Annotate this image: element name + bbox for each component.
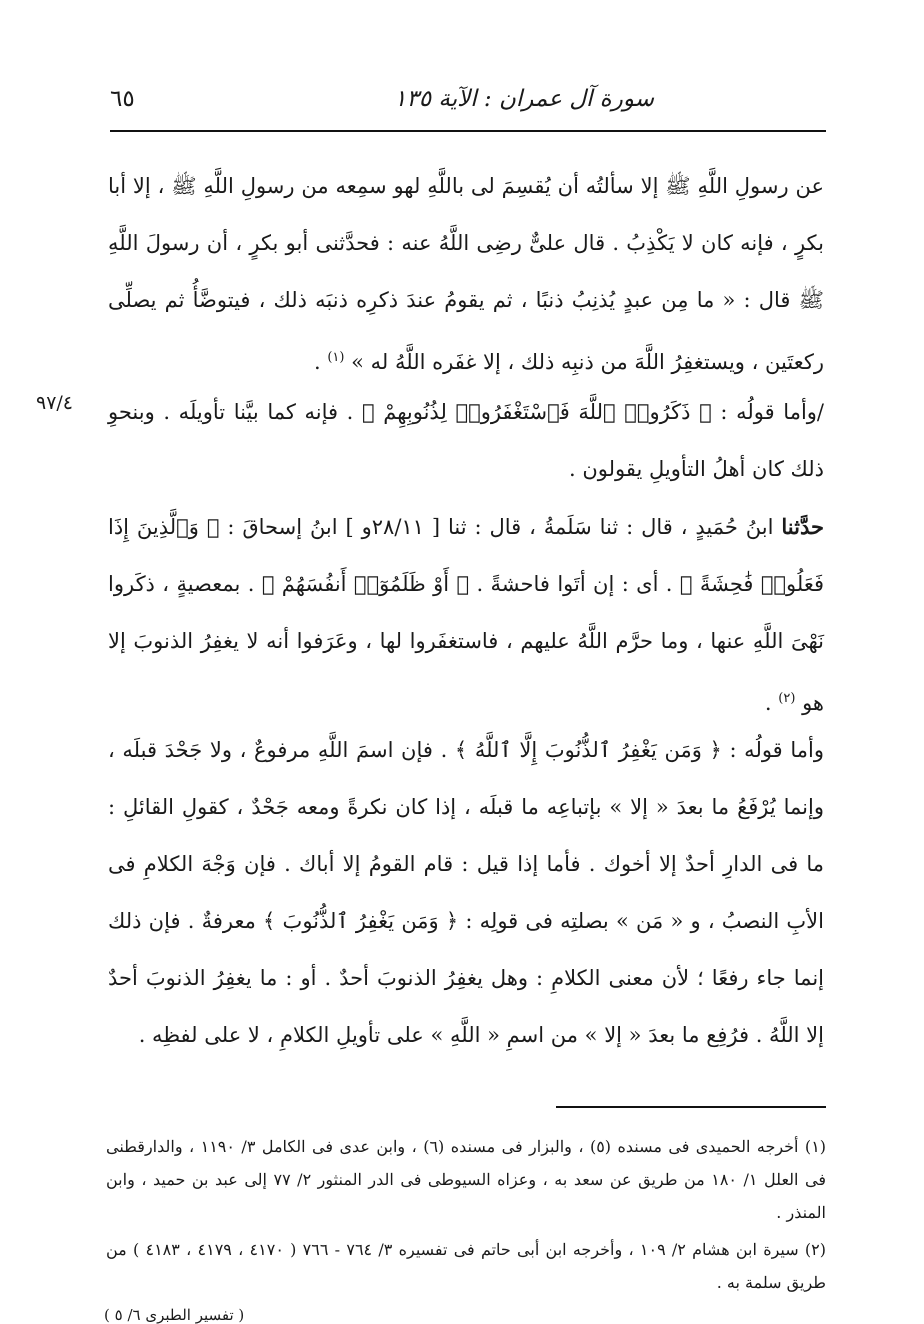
paragraph-2 [108, 384, 824, 498]
footnotes [106, 1130, 826, 1303]
page-header [110, 86, 824, 126]
page-number: ٦٥ [110, 86, 135, 112]
footnote-1: (١) أخرجه الحميدى فى مسنده (٥) ، والبزار فى مسنده (٦) ، وابن عدى فى الكامل ٣/ ١١٩٠ ، والدارقطنى فى العلل ١/ ١٨٠ من طريق عن سعد به ، وعزاه السيوطى فى الدر المنثور ٢/ ٧٧ إلى عبد بن حميد ، وابن المنذر . [106, 1137, 827, 1222]
paragraph-3-end: . [764, 691, 779, 715]
volume-signature: ( تفسير الطبرى ٦/ ٥ ) [104, 1306, 245, 1324]
running-title: سورة آل عمران : الآية ١٣٥ [393, 86, 654, 112]
footnote-marker-2: (٢) [778, 691, 796, 706]
footnote-marker-1: (١) [327, 350, 345, 365]
header-divider [110, 130, 826, 132]
paragraph-1-text: عن رسولِ اللَّهِ ﷺ إلا سألتُه أن يُقسِمَ لى باللَّهِ لهو سمِعه من رسولِ اللَّهِ ﷺ ، إلا أبا بكرٍ ، فإنه كان لا يَكْذِبُ . قال علىٌّ رضِى اللَّهُ عنه : فحدَّثنى أبو بكرٍ ، أن رسولَ اللَّهِ ﷺ قال : « ما مِن عبدٍ يُذنِبُ ذنبًا ، ثم يقومُ عندَ ذكرِه ذنبَه ذلك ، فيتوضَّأُ ثم يصلِّى ركعتَين ، ويستغفِرُ اللَّهَ من ذنبِه ذلك ، إلا غفَره اللَّهُ له » [108, 174, 824, 374]
isnad-lead-word: حدَّثنا [781, 514, 824, 539]
paragraph-3 [108, 498, 824, 732]
paragraph-3-text: ابنُ حُمَيدٍ ، قال : ثنا سَلَمةُ ، قال : ثنا [ ٢٨/١١و ] ابنُ إسحاقَ : ﴿ وَٱلَّذِينَ إِذَا فَعَلُوا۟ فَٰحِشَةً ﴾ . أى : إن أتَوا فاحشةً . ﴿ أَوْ ظَلَمُوٓا۟ أَنفُسَهُمْ ﴾ . بمعصيةٍ ، ذكَروا نَهْىَ اللَّهِ عنها ، وما حرَّم اللَّهُ عليهم ، فاستغفَروا لها ، وعَرَفوا أنه لا يغفِرُ الذنوبَ إلا هو [108, 515, 824, 715]
paragraph-4 [108, 722, 824, 1064]
paragraph-4-text: وأما قولُه : ﴿ وَمَن يَغْفِرُ ٱلذُّنُوبَ إِلَّا ٱللَّهُ ﴾ . فإن اسمَ اللَّهِ مرفوعٌ ، ولا جَحْدَ قبلَه ، وإنما يُرْفَعُ ما بعدَ « إلا » بإتباعِه ما قبلَه ، إذا كان نكرةً ومعه جَحْدٌ ، كقولِ القائلِ : ما فى الدارِ أحدٌ إلا أخوك . فأما إذا قيل : قام القومُ إلا أباك . فإن وَجْهَ الكلامِ فى الأبِ النصبُ ، و « مَن » بصلتِه فى قولِه : ﴿ وَمَن يَغْفِرُ ٱلذُّنُوبَ ﴾ معرفةٌ . فإن ذلك إنما جاء رفعًا ؛ لأن معنى الكلامِ : وهل يغفِرُ الذنوبَ أحدٌ . أو : ما يغفِرُ الذنوبَ أحدٌ إلا اللَّهُ . فرُفِع ما بعدَ « إلا » من اسمِ « اللَّهِ » على تأويلِ الكلامِ ، لا على لفظِه . [108, 738, 824, 1047]
footnote-2: (٢) سيرة ابن هشام ٢/ ١٠٩ ، وأخرجه ابن أبى حاتم فى تفسيره ٣/ ٧٦٤ - ٧٦٦ ( ٤١٧٠ ، ٤١٧٩ ، ٤١٨٣ ) من طريق سلمة به . [106, 1240, 826, 1292]
margin-reference: ٩٧/٤ [36, 392, 74, 414]
paragraph-1-end: . [313, 350, 328, 374]
footnote-divider [556, 1106, 826, 1108]
paragraph-1 [108, 158, 824, 391]
paragraph-2-text: /وأما قولُه : ﴿ ذَكَرُوا۟ ٱللَّهَ فَٱسْتَغْفَرُوا۟ لِذُنُوبِهِمْ ﴾ . فإنه كما بيَّنا تأويلَه . وبنحوِ ذلك كان أهلُ التأويلِ يقولون . [108, 400, 824, 481]
